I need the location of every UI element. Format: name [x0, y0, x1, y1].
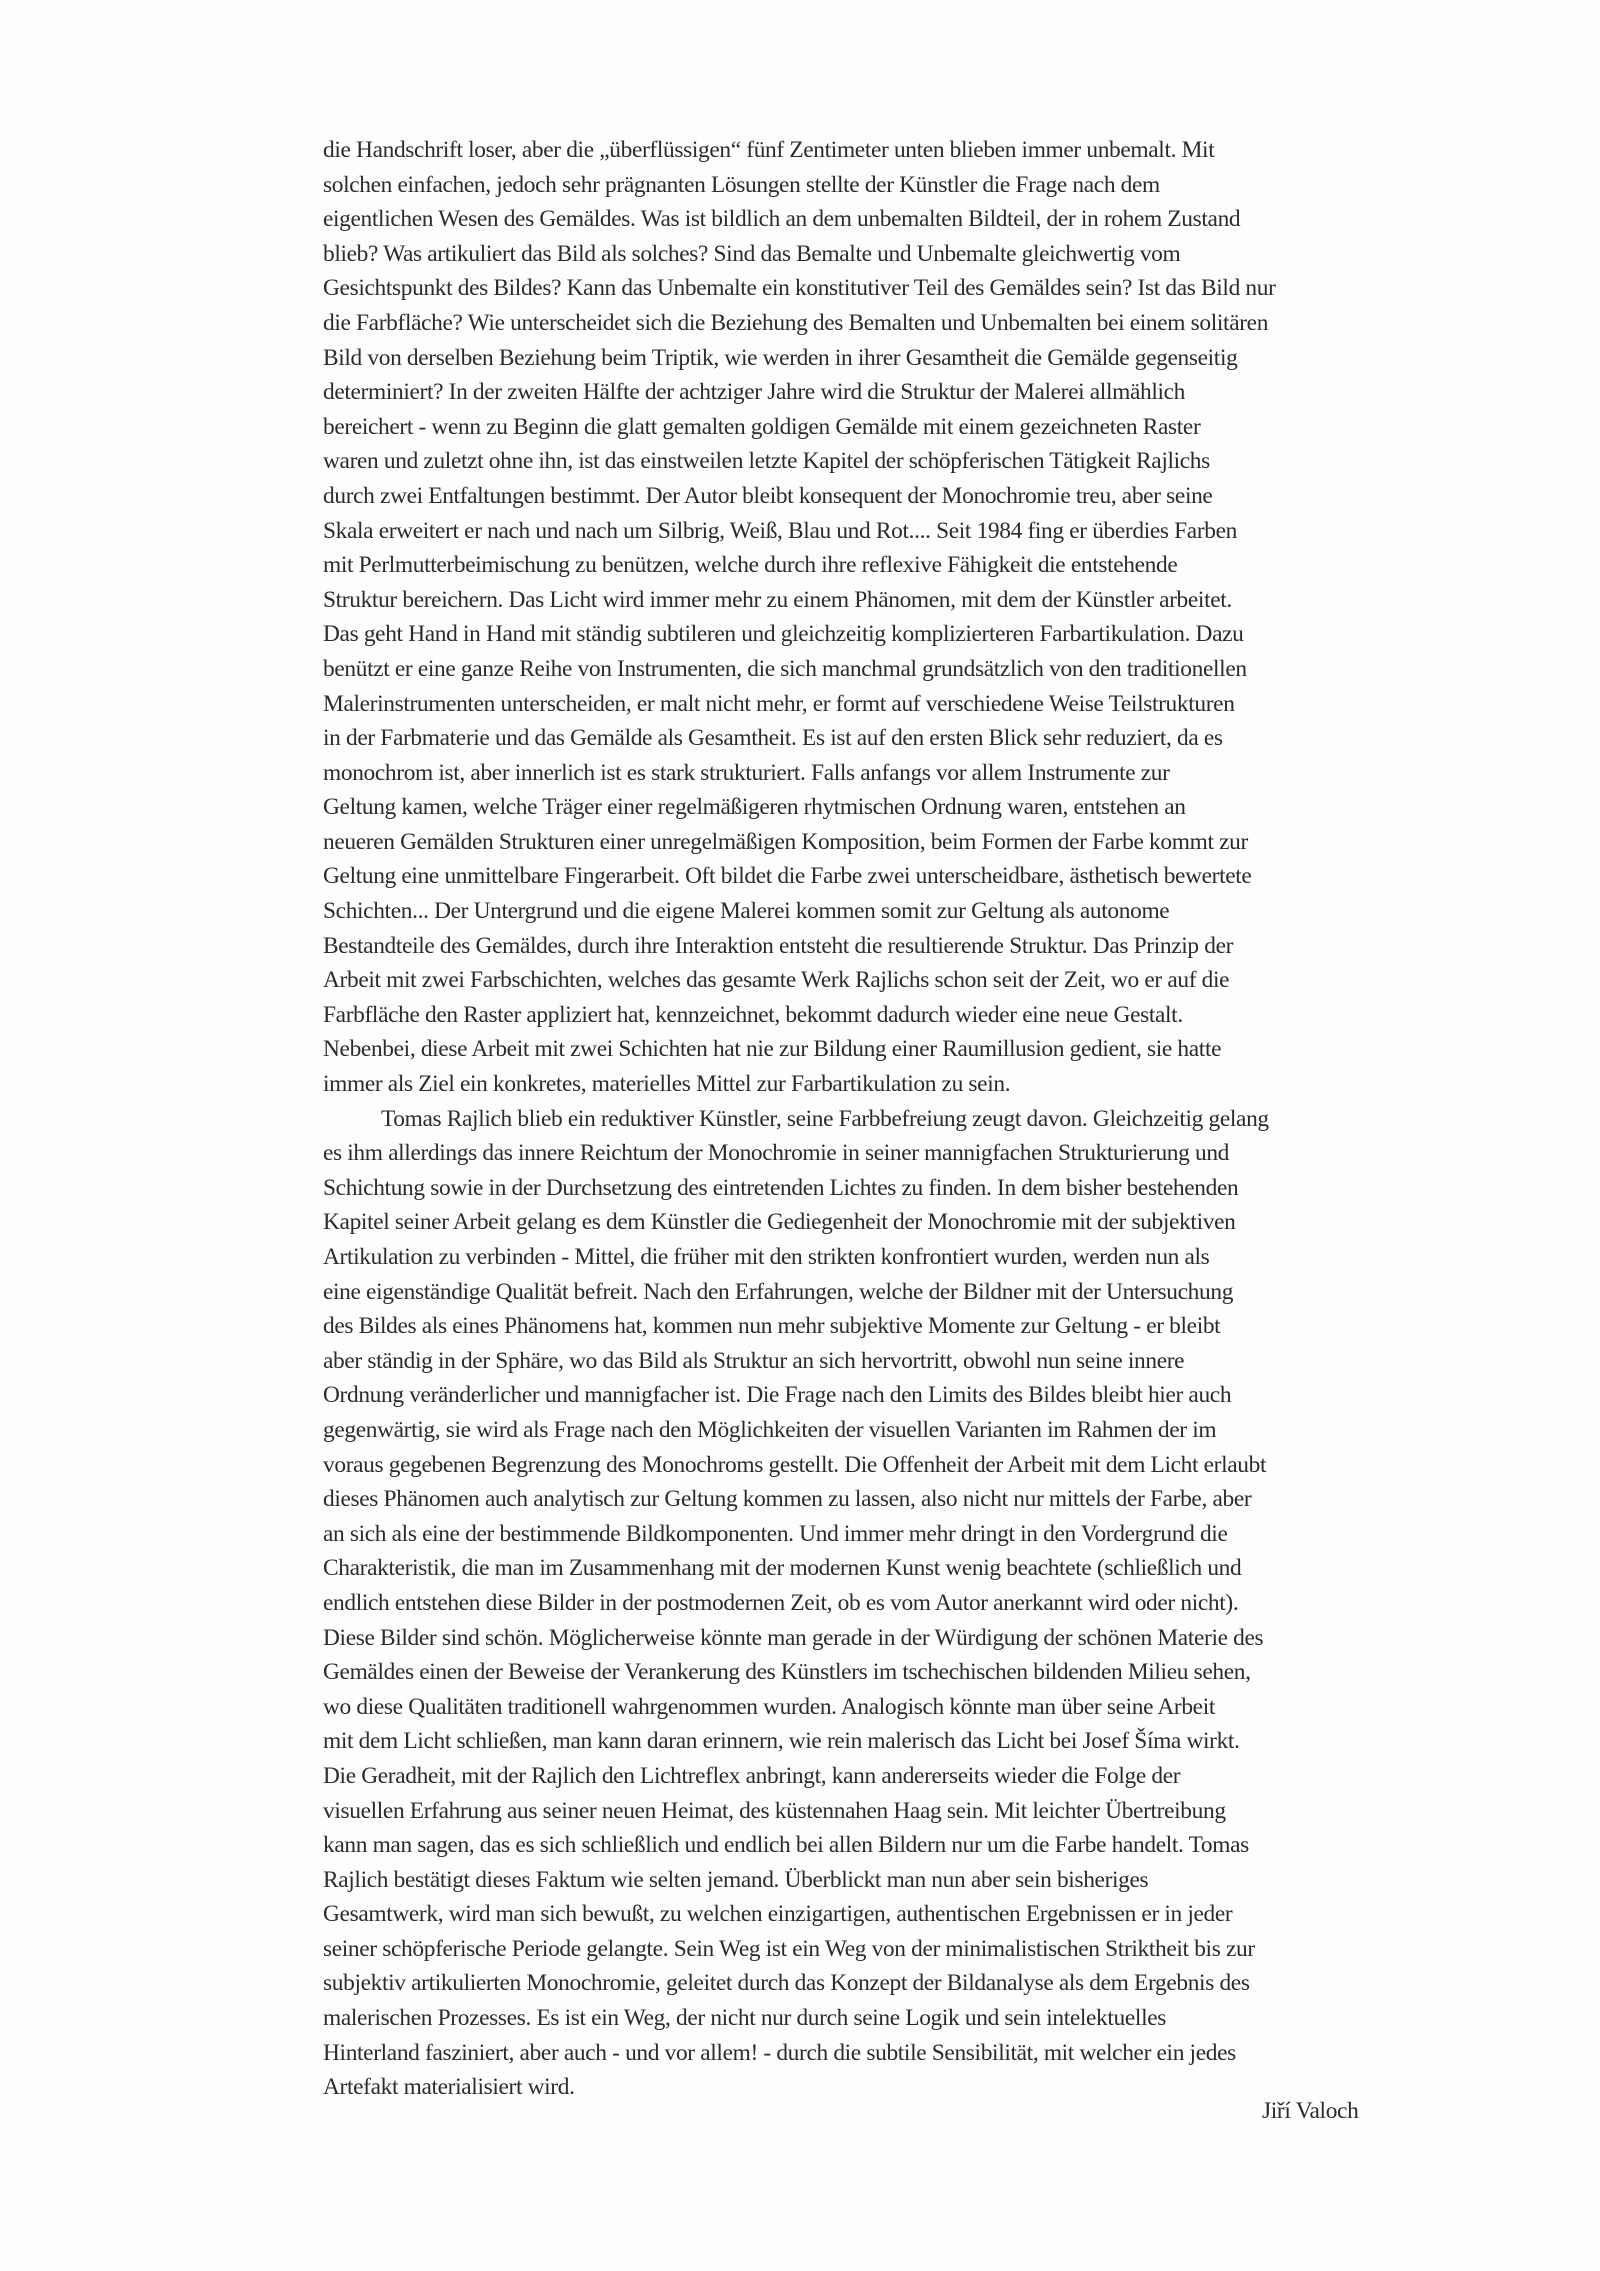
text-line: Tomas Rajlich blieb ein reduktiver Künstler, seine Farbbefreiung zeugt davon. Gleichzeitig gelang	[381, 1105, 1269, 1132]
text-line: an sich als eine der bestimmende Bildkomponenten. Und immer mehr dringt in den Vordergrund die	[323, 1520, 1228, 1547]
text-line: Arbeit mit zwei Farbschichten, welches das gesamte Werk Rajlichs schon seit der Zeit, wo er auf die	[323, 967, 1230, 994]
text-line: Geltung eine unmittelbare Fingerarbeit. Oft bildet die Farbe zwei unterscheidbare, ästhetisch bewertete	[323, 863, 1252, 890]
text-line: Schichtung sowie in der Durchsetzung des eintretenden Lichtes zu finden. In dem bisher bestehenden	[323, 1174, 1239, 1201]
text-line: solchen einfachen, jedoch sehr prägnanten Lösungen stellte der Künstler die Frage nach dem	[323, 171, 1160, 198]
text-line: Artefakt materialisiert wird.	[323, 2074, 575, 2101]
text-line: Nebenbei, diese Arbeit mit zwei Schichten hat nie zur Bildung einer Raumillusion gedient, sie hatte	[323, 1036, 1222, 1063]
article-body	[323, 133, 1368, 2105]
text-line: Schichten... Der Untergrund und die eigene Malerei kommen somit zur Geltung als autonome	[323, 898, 1170, 925]
text-line: malerischen Prozesses. Es ist ein Weg, der nicht nur durch seine Logik und sein intelektuelles	[323, 2005, 1167, 2032]
text-line: Geltung kamen, welche Träger einer regelmäßigeren rhytmischen Ordnung waren, entstehen an	[323, 794, 1186, 821]
text-line: Farbfläche den Raster appliziert hat, kennzeichnet, bekommt dadurch wieder eine neue Gestalt.	[323, 1001, 1183, 1028]
text-line: es ihm allerdings das innere Reichtum der Monochromie in seiner mannigfachen Strukturierung und	[323, 1140, 1230, 1167]
text-line: bereichert - wenn zu Beginn die glatt gemalten goldigen Gemälde mit einem gezeichneten Raster	[323, 413, 1201, 440]
text-line: Skala erweitert er nach und nach um Silbrig, Weiß, Blau und Rot.... Seit 1984 fing er überdies Farben	[323, 517, 1237, 544]
text-line: aber ständig in der Sphäre, wo das Bild als Struktur an sich hervortritt, obwohl nun seine innere	[323, 1347, 1185, 1374]
text-line: kann man sagen, das es sich schließlich und endlich bei allen Bildern nur um die Farbe handelt. Tomas	[323, 1832, 1249, 1859]
text-line: immer als Ziel ein konkretes, materielles Mittel zur Farbartikulation zu sein.	[323, 1071, 1011, 1098]
text-line: Gesichtspunkt des Bildes? Kann das Unbemalte ein konstitutiver Teil des Gemäldes sein? Ist das Bild nur	[323, 275, 1276, 302]
text-line: mit Perlmutterbeimischung zu benützen, welche durch ihre reflexive Fähigkeit die entstehende	[323, 552, 1178, 579]
text-line: endlich entstehen diese Bilder in der postmodernen Zeit, ob es vom Autor anerkannt wird oder nicht).	[323, 1589, 1239, 1616]
text-line: Die Geradheit, mit der Rajlich den Lichtreflex anbringt, kann andererseits wieder die Folge der	[323, 1762, 1181, 1789]
text-line: gegenwärtig, sie wird als Frage nach den Möglichkeiten der visuellen Varianten im Rahmen der im	[323, 1416, 1217, 1443]
text-line: Artikulation zu verbinden - Mittel, die früher mit den strikten konfrontiert wurden, werden nun als	[323, 1244, 1210, 1270]
text-line: waren und zuletzt ohne ihn, ist das einstweilen letzte Kapitel der schöpferischen Tätigkeit Rajlichs	[323, 448, 1210, 475]
text-line: Bestandteile des Gemäldes, durch ihre Interaktion entsteht die resultierende Struktur. Das Prinzip der	[323, 932, 1234, 959]
text-line: dieses Phänomen auch analytisch zur Geltung kommen zu lassen, also nicht nur mittels der Farbe, aber	[323, 1486, 1252, 1513]
text-line: determiniert? In der zweiten Hälfte der achtziger Jahre wird die Struktur der Malerei allmählich	[323, 379, 1185, 406]
text-line: die Handschrift loser, aber die „überflüssigen“ fünf Zentimeter unten blieben immer unbemalt. Mit	[323, 137, 1215, 163]
paragraph	[323, 133, 1368, 1102]
text-line: mit dem Licht schließen, man kann daran erinnern, wie rein malerisch das Licht bei Josef Šíma wirkt.	[323, 1728, 1240, 1755]
text-line: eigentlichen Wesen des Gemäldes. Was ist bildlich an dem unbemalten Bildteil, der in rohem Zustand	[323, 206, 1241, 233]
text-line: subjektiv artikulierten Monochromie, geleitet durch das Konzept der Bildanalyse als dem Ergebnis des	[323, 1970, 1250, 1997]
text-line: des Bildes als eines Phänomens hat, kommen nun mehr subjektive Momente zur Geltung - er bleibt	[323, 1313, 1221, 1340]
text-line: Das geht Hand in Hand mit ständig subtileren und gleichzeitig komplizierteren Farbartikulation. Dazu	[323, 621, 1244, 648]
text-line: blieb? Was artikuliert das Bild als solches? Sind das Bemalte und Unbemalte gleichwertig vom	[323, 240, 1181, 267]
text-line: Rajlich bestätigt dieses Faktum wie selten jemand. Überblickt man nun aber sein bisheriges	[323, 1866, 1149, 1893]
text-line: Diese Bilder sind schön. Möglicherweise könnte man gerade in der Würdigung der schönen Materie des	[323, 1624, 1264, 1651]
text-line: durch zwei Entfaltungen bestimmt. Der Autor bleibt konsequent der Monochromie treu, aber seine	[323, 482, 1213, 509]
text-line: monochrom ist, aber innerlich ist es stark strukturiert. Falls anfangs vor allem Instrumente zur	[323, 759, 1170, 786]
text-line: die Farbfläche? Wie unterscheidet sich die Beziehung des Bemalten und Unbemalten bei einem solitären	[323, 309, 1269, 336]
paragraph	[323, 1102, 1368, 2105]
text-line: Hinterland fasziniert, aber auch - und vor allem! - durch die subtile Sensibilität, mit welcher ein jedes	[323, 2039, 1236, 2066]
author-signature: Jiří Valoch	[1262, 2098, 1359, 2124]
text-line: seiner schöpferische Periode gelangte. Sein Weg ist ein Weg von der minimalistischen Striktheit bis zur	[323, 1935, 1255, 1962]
text-line: in der Farbmaterie und das Gemälde als Gesamtheit. Es ist auf den ersten Blick sehr reduziert, da es	[323, 725, 1223, 752]
text-line: Kapitel seiner Arbeit gelang es dem Künstler die Gediegenheit der Monochromie mit der subjektiven	[323, 1209, 1236, 1236]
text-line: neueren Gemälden Strukturen einer unregelmäßigen Komposition, beim Formen der Farbe kommt zur	[323, 828, 1248, 855]
text-line: eine eigenständige Qualität befreit. Nach den Erfahrungen, welche der Bildner mit der Untersuchung	[323, 1278, 1234, 1305]
text-line: Charakteristik, die man im Zusammenhang mit der modernen Kunst wenig beachtete (schließlich und	[323, 1555, 1242, 1582]
text-line: Gesamtwerk, wird man sich bewußt, zu welchen einzigartigen, authentischen Ergebnissen er in jeder	[323, 1901, 1233, 1928]
text-line: Bild von derselben Beziehung beim Triptik, wie werden in ihrer Gesamtheit die Gemälde gegenseitig	[323, 344, 1238, 371]
text-line: Struktur bereichern. Das Licht wird immer mehr zu einem Phänomen, mit dem der Künstler arbeitet.	[323, 586, 1232, 613]
text-line: visuellen Erfahrung aus seiner neuen Heimat, des küstennahen Haag sein. Mit leichter Übertreibung	[323, 1797, 1226, 1824]
text-line: Ordnung veränderlicher und mannigfacher ist. Die Frage nach den Limits des Bildes bleibt hier auch	[323, 1382, 1232, 1409]
text-line: Malerinstrumenten unterscheiden, er malt nicht mehr, er formt auf verschiedene Weise Teilstrukturen	[323, 690, 1235, 717]
text-line: Gemäldes einen der Beweise der Verankerung des Künstlers im tschechischen bildenden Milieu sehen,	[323, 1659, 1251, 1686]
text-line: voraus gegebenen Begrenzung des Monochroms gestellt. Die Offenheit der Arbeit mit dem Licht erlaubt	[323, 1451, 1267, 1478]
text-line: wo diese Qualitäten traditionell wahrgenommen wurden. Analogisch könnte man über seine Arbeit	[323, 1693, 1216, 1720]
text-line: benützt er eine ganze Reihe von Instrumenten, die sich manchmal grundsätzlich von den traditionellen	[323, 655, 1247, 682]
